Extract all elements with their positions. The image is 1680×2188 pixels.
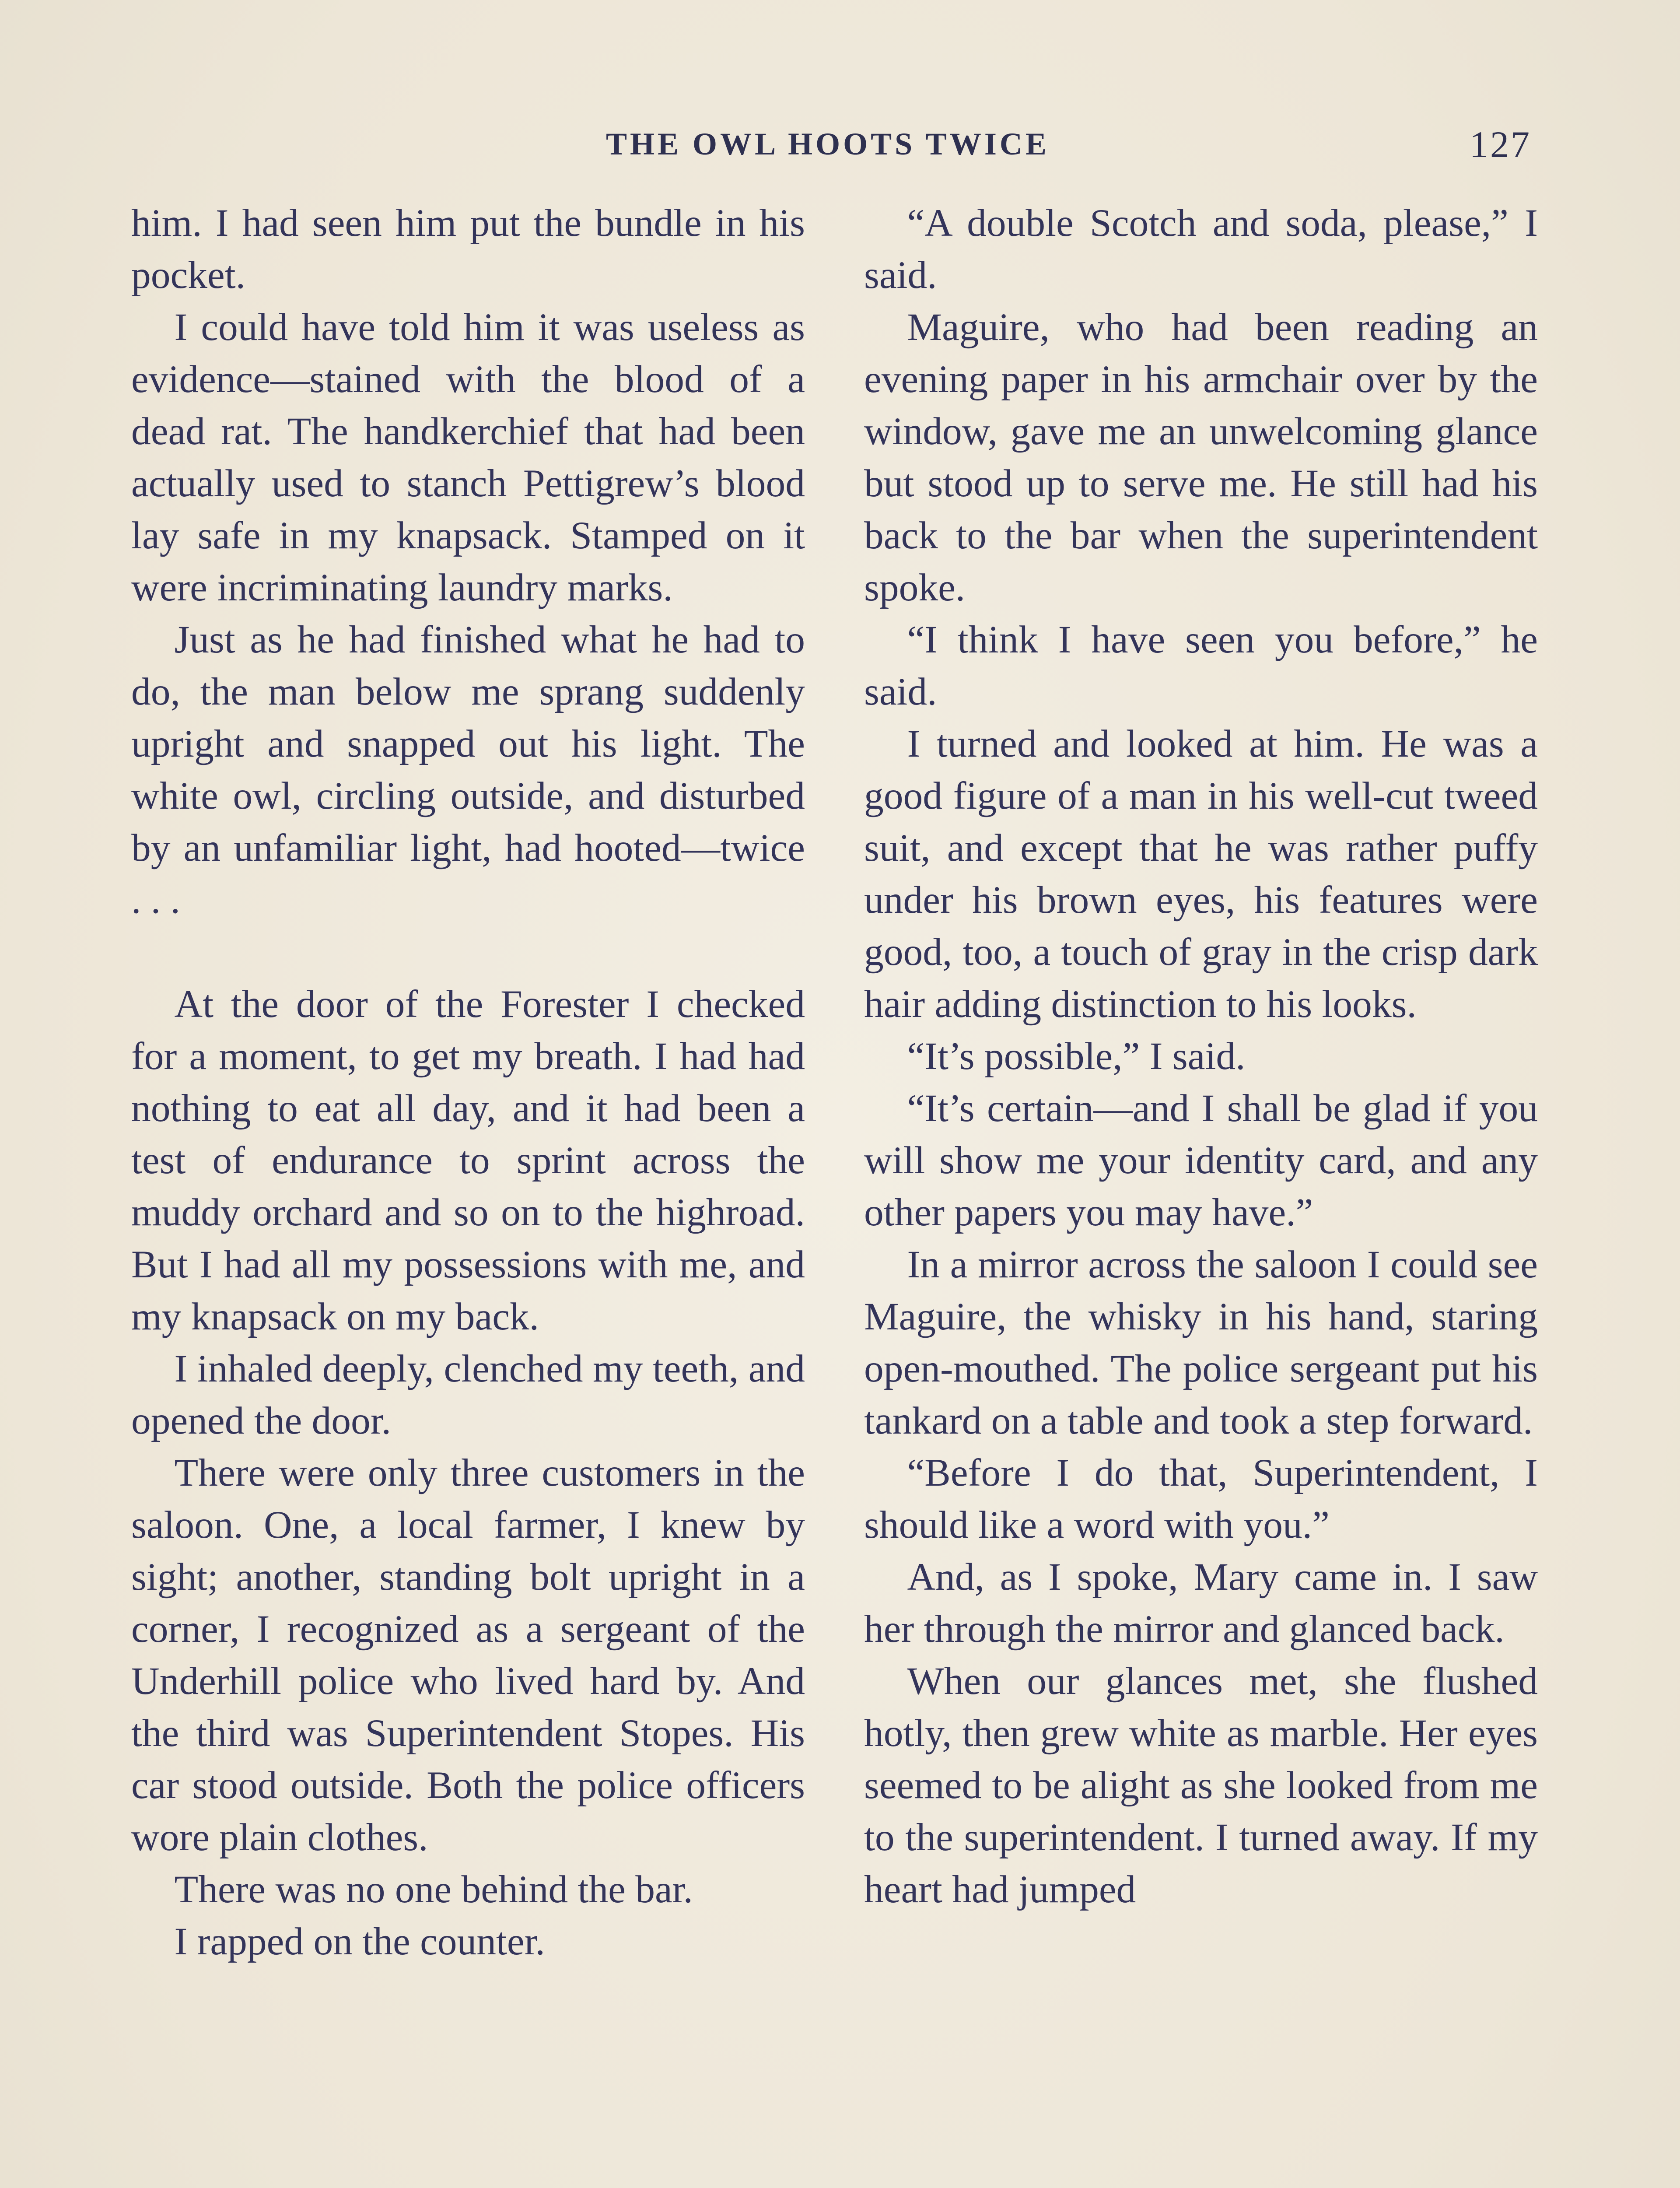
running-head: THE OWL HOOTS TWICE [606,126,1050,161]
paragraph: him. I had seen him put the bundle in his pocket. [131,201,805,297]
paragraph: I could have told him it was useless as evidence—stained with the blood of a dead rat. The handkerchief that had been actually used to stanch Pettigrew’s blood lay safe in my knapsack. Stamped on it were incriminating laundry marks. [131,305,805,609]
left-column [131,197,805,1967]
paragraph: “It’s certain—and I shall be glad if you will show me your identity card, and any other papers you may have.” [864,1087,1538,1234]
paragraph: “Before I do that, Superintendent, I should like a word with you.” [864,1451,1538,1546]
paragraph: “A double Scotch and soda, please,” I said. [864,201,1538,297]
right-column [864,197,1538,1915]
paragraph: There was no one behind the bar. [174,1868,693,1911]
paragraph: Maguire, who had been reading an evening paper in his armchair over by the window, gave me an unwelcoming glance but stood up to serve me. He still had his back to the bar when the superintendent spoke. [864,305,1538,609]
page-header [131,123,1549,174]
paragraph: At the door of the Forester I checked for a moment, to get my breath. I had had nothing to eat all day, and it had been a test of endurance to sprint across the muddy orchard and so on to the highroad. But I had all my possessions with me, and my knapsack on my back. [131,982,805,1338]
paragraph: I inhaled deeply, clenched my teeth, and opened the door. [131,1347,805,1442]
paragraph: “It’s possible,” I said. [907,1034,1246,1078]
paragraph: And, as I spoke, Mary came in. I saw her through the mirror and glanced back. [864,1555,1538,1651]
page-number: 127 [1470,123,1531,165]
paragraph: “I think I have seen you before,” he said. [864,618,1538,713]
paragraph: I rapped on the counter. [174,1920,545,1963]
paragraph: There were only three customers in the saloon. One, a local farmer, I knew by sight; another, standing bolt upright in a corner, I recognized as a sergeant of the Underhill police who lived hard by. And the third was Superintendent Stopes. His car stood outside. Both the police officers wore plain clothes. [131,1451,805,1859]
paragraph: I turned and looked at him. He was a good figure of a man in his well-cut tweed suit, and except that he was rather puffy under his brown eyes, his features were good, too, a touch of gray in the crisp dark hair adding distinction to his looks. [864,722,1538,1026]
paragraph: When our glances met, she flushed hotly, then grew white as marble. Her eyes seemed to be alight as she looked from me to the superintendent. I turned away. If my heart had jumped [864,1659,1538,1911]
paragraph: Just as he had finished what he had to do, the man below me sprang suddenly upright and snapped out his light. The white owl, circling outside, and disturbed by an unfamiliar light, had hooted—twice . . . [131,618,805,922]
paragraph: In a mirror across the saloon I could see Maguire, the whisky in his hand, staring open-mouthed. The police sergeant put his tankard on a table and took a step forward. [864,1243,1538,1442]
